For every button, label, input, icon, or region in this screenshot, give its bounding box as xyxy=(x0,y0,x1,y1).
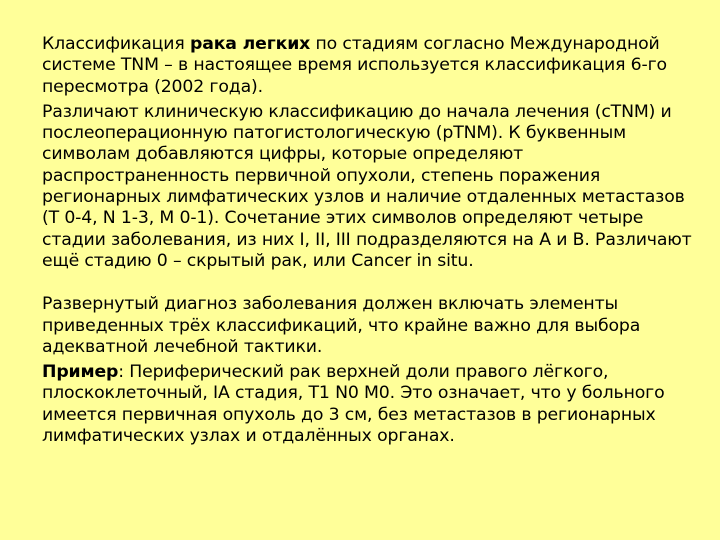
example-text: : Периферический рак верхней доли правого лёгкого, плоскоклеточный, IА стадия, Т1 N0 M0. Это означает, что у больного имеется первичная опухоль до 3 см, без метастазов в регионарных лимфатических узлах и отдалённых органах. xyxy=(42,362,665,447)
paragraph-example xyxy=(42,362,692,447)
intro-text-start: Классификация xyxy=(42,34,190,54)
paragraph-diagnosis-elements: Развернутый диагноз заболевания должен включать элементы приведенных трёх классификаций, что крайне важно для выбора адекватной лечебной тактики. xyxy=(42,294,641,357)
example-label: Пример xyxy=(42,362,119,383)
intro-text-end: по стадиям согласно Международной системе TNM – в настоящее время используется классификация 6-го пересмотра (2002 года). xyxy=(42,34,667,97)
paragraph-classification-intro xyxy=(42,34,692,98)
intro-bold-term: рака легких xyxy=(189,34,311,54)
paragraph-clinical-classification: Различают клиническую классификацию до начала лечения (cTNM) и послеоперационную патогистологическую (pTNM). К буквенным символам добавляются цифры, которые определяют распространенность первичной опухоли, степень поражения регионарных лимфатических узлов и наличие отдаленных метастазов (Т 0-4, N 1-3, M 0-1). Сочетание этих символов определяют четыре стадии заболевания, из них I, II, III подразделяются на А и В. Различают ещё стадию 0 – скрытый рак, или Cancer in situ. xyxy=(42,101,692,271)
slide-content xyxy=(42,34,692,447)
